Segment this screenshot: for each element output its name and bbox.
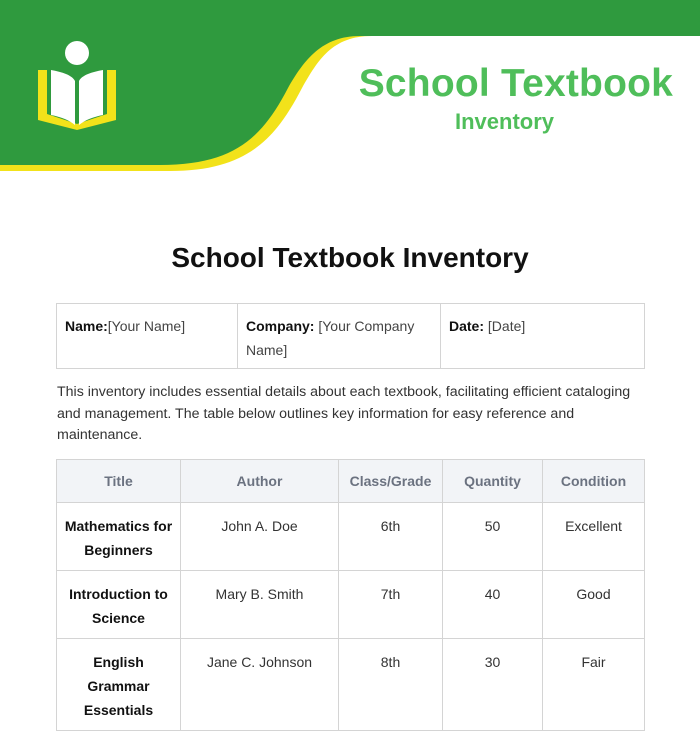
cell-condition: Good [543,571,645,639]
table-header-row [57,460,645,503]
name-cell [57,304,238,369]
header-banner [0,0,700,175]
cell-title: English Grammar Essentials [57,639,181,731]
cell-condition: Fair [543,639,645,731]
cell-author: Jane C. Johnson [181,639,339,731]
company-label: Company: [246,318,315,334]
date-value: [Date] [484,318,526,334]
header-condition: Condition [543,460,645,503]
book-reader-logo-icon [34,40,120,130]
table-row [57,639,645,731]
inventory-table [56,459,645,731]
date-cell [441,304,645,369]
header-author: Author [181,460,339,503]
company-value: [Your Company Name] [246,318,415,358]
cell-quantity: 30 [443,639,543,731]
date-label: Date: [449,318,485,334]
cell-title: Introduction to Science [57,571,181,639]
info-row [57,304,645,369]
header-quantity: Quantity [443,460,543,503]
brand-title: School Textbook [358,62,673,105]
brand-subtitle: Inventory [455,109,555,134]
table-row [57,503,645,571]
name-value: [Your Name] [107,318,186,334]
cell-class-grade: 8th [339,639,443,731]
header-title: Title [57,460,181,503]
cell-class-grade: 7th [339,571,443,639]
intro-paragraph: This inventory includes essential details about each textbook, facilitating efficient cataloging and management. The table below outlines key information for easy reference and maintenance. [57,384,631,443]
cell-condition: Excellent [543,503,645,571]
company-cell [238,304,441,369]
name-label: Name: [65,318,108,334]
document-title: School Textbook Inventory [171,242,529,273]
cell-quantity: 40 [443,571,543,639]
table-row [57,571,645,639]
cell-author: Mary B. Smith [181,571,339,639]
header-class-grade: Class/Grade [339,460,443,503]
cell-class-grade: 6th [339,503,443,571]
cell-title: Mathematics for Beginners [57,503,181,571]
info-table [56,303,645,369]
cell-author: John A. Doe [181,503,339,571]
cell-quantity: 50 [443,503,543,571]
